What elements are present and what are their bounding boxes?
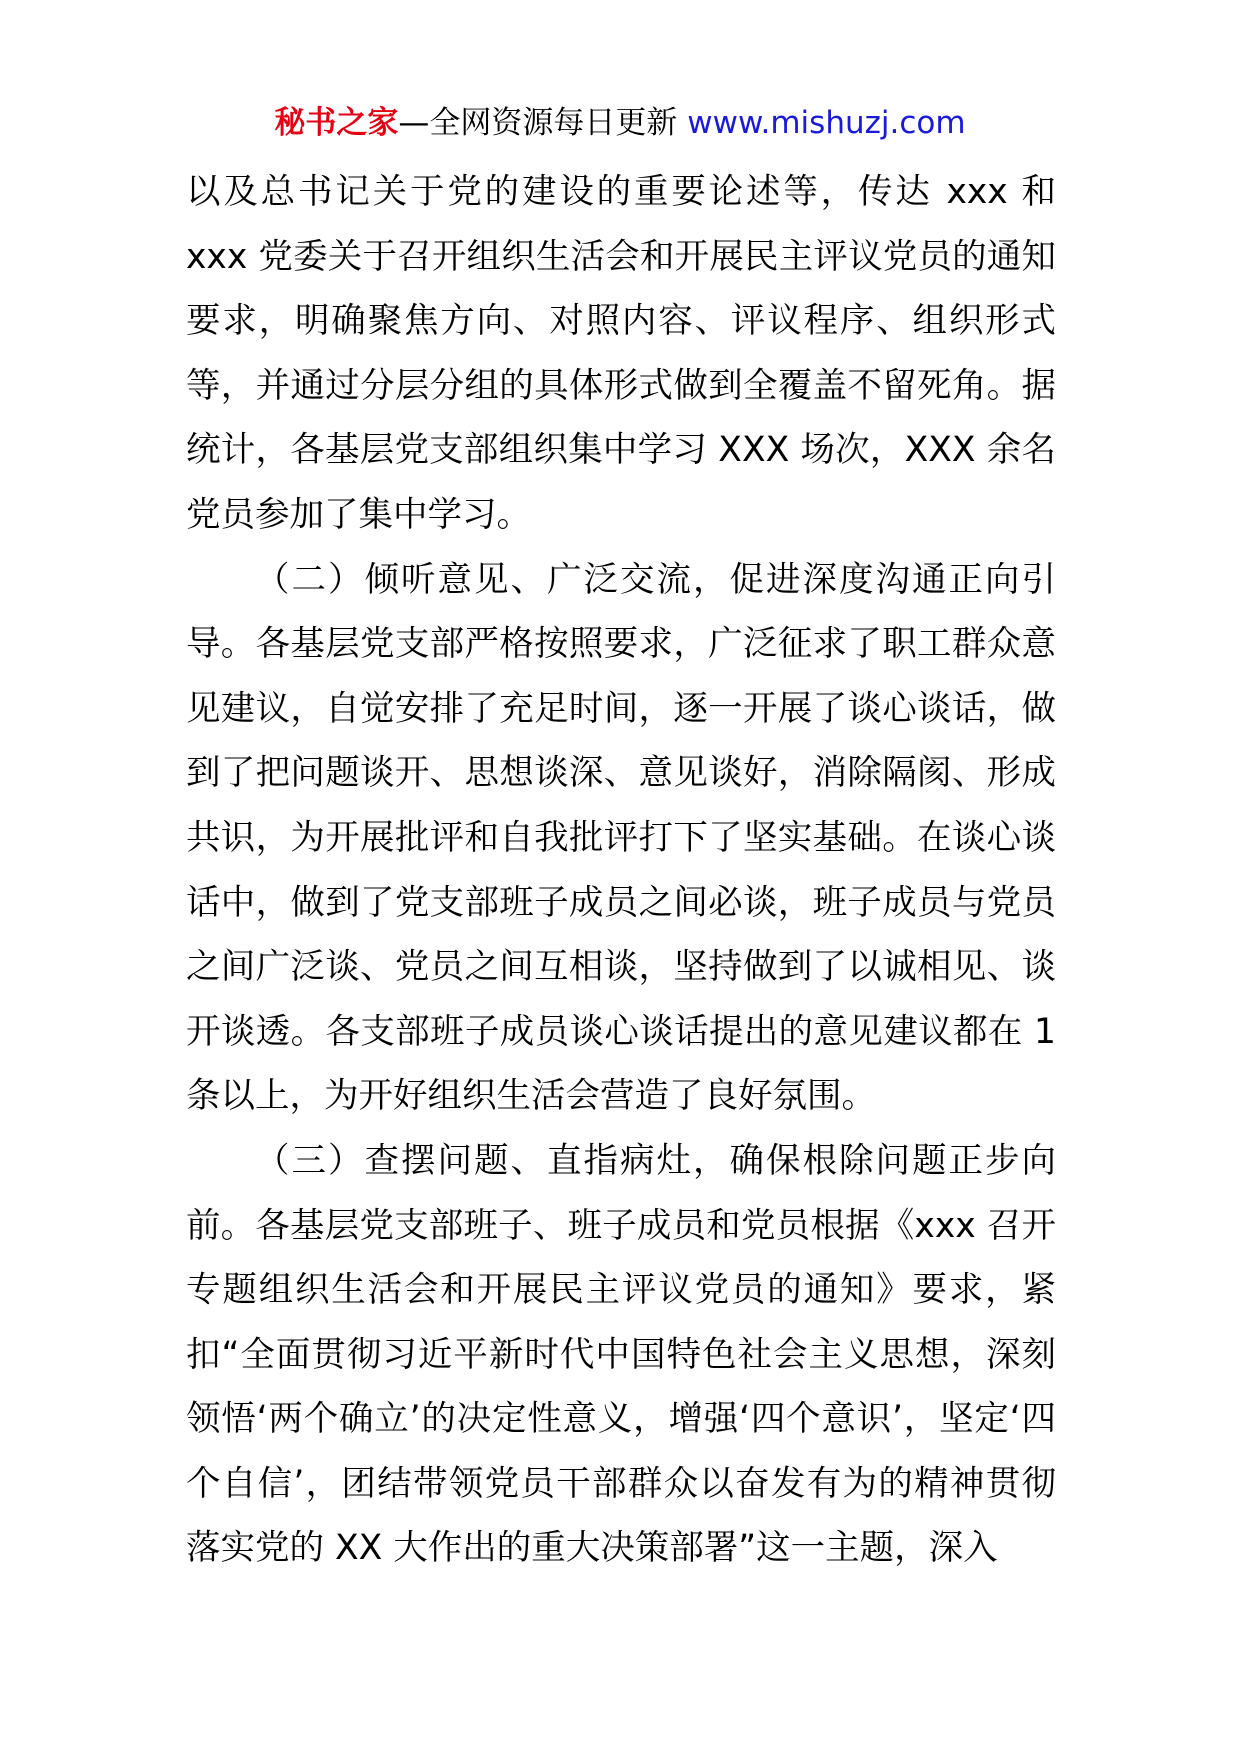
brand-name: 秘书之家 bbox=[274, 105, 399, 141]
site-header bbox=[0, 98, 1240, 148]
site-url-link[interactable]: www.mishuzj.com bbox=[687, 105, 966, 141]
paragraph-section-three: （三）查摆问题、直指病灶，确保根除问题正步向前。各基层党支部班子、班子成员和党员根据《xxx 召开专题组织生活会和开展民主评议党员的通知》要求，紧扣“全面贯彻习近平新时代中国特色社会主义思想，深刻领悟‘两个确立’的决定性意义，增强‘四个意识’，坚定‘四个自信’，团结带领党员干部群众以奋发有为的精神贯彻落实党的 XX 大作出的重大决策部署”这一主题，深入 bbox=[186, 1140, 1056, 1569]
document-body bbox=[186, 160, 1056, 1581]
paragraph-section-two: （二）倾听意见、广泛交流，促进深度沟通正向引导。各基层党支部严格按照要求，广泛征求了职工群众意见建议，自觉安排了充足时间，逐一开展了谈心谈话，做到了把问题谈开、思想谈深、意见谈好，消除隔阂、形成共识，为开展批评和自我批评打下了坚实基础。在谈心谈话中，做到了党支部班子成员之间必谈，班子成员与党员之间广泛谈、党员之间互相谈，坚持做到了以诚相见、谈开谈透。各支部班子成员谈心谈话提出的意见建议都在 1 条以上，为开好组织生活会营造了良好氛围。 bbox=[186, 559, 1056, 1117]
paragraph-continuation: 以及总书记关于党的建设的重要论述等，传达 xxx 和 xxx 党委关于召开组织生活会和开展民主评议党员的通知要求，明确聚焦方向、对照内容、评议程序、组织形式等，并通过分层分组的具体形式做到全覆盖不留死角。据统计，各基层党支部组织集中学习 XXX 场次，XXX 余名党员参加了集中学习。 bbox=[186, 172, 1056, 535]
header-tagline: —全网资源每日更新 bbox=[398, 105, 678, 141]
